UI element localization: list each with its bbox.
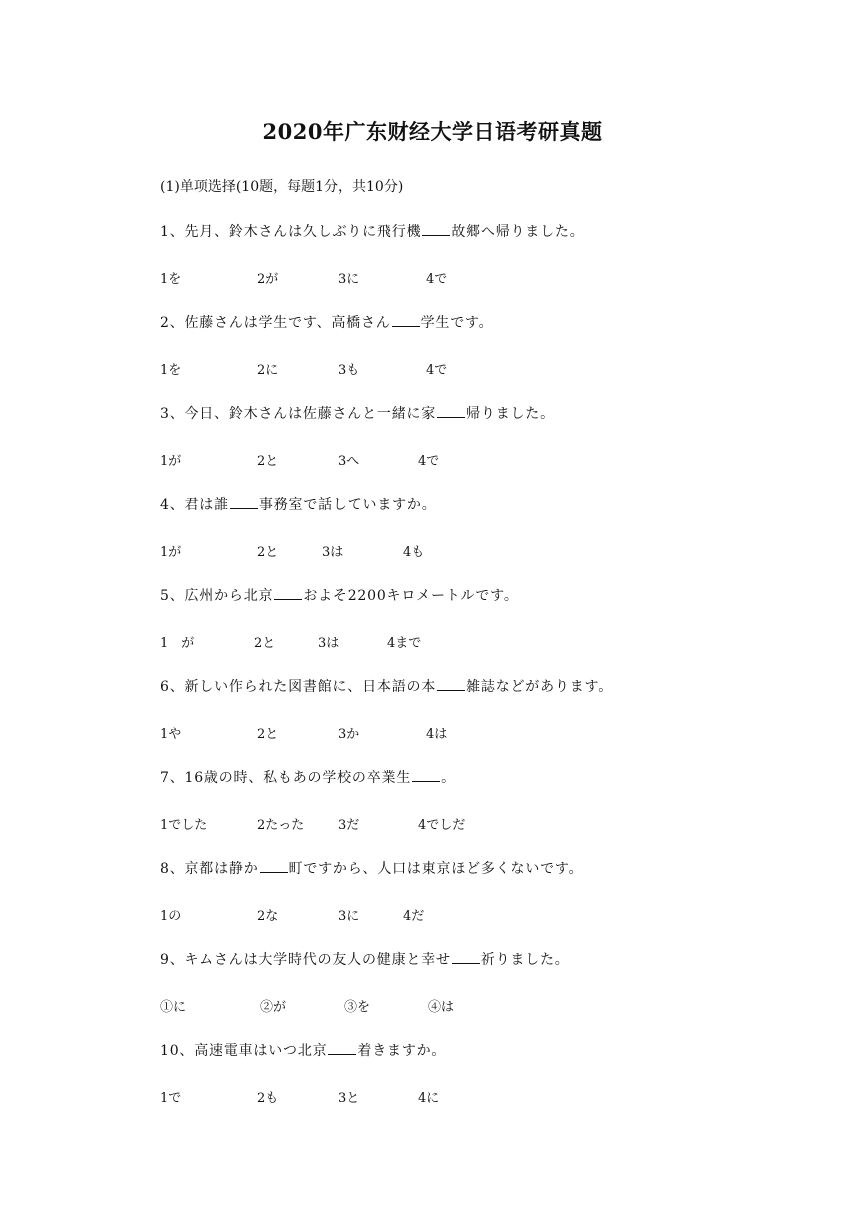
option: 2も (257, 1091, 279, 1106)
option: 1で (160, 1091, 182, 1106)
option: 3か (338, 727, 360, 742)
question-text: 4、君は誰 (160, 497, 229, 513)
question-text: 2、佐藤さんは学生です、高橋さん (160, 315, 391, 331)
option: 4は (426, 727, 448, 742)
option: 4でしだ (418, 818, 466, 833)
option: 1が (160, 545, 182, 560)
option: 1でした (160, 818, 208, 833)
option: ③を (344, 1000, 371, 1015)
question-text: 6、新しい作られた図書館に、日本語の本 (160, 679, 437, 695)
question-text: 7、16歳の時、私もあの学校の卒業生 (160, 770, 412, 786)
option: 3へ (338, 454, 360, 469)
page-title: 2020年广东财经大学日语考研真题 (262, 119, 603, 144)
option: ④は (428, 1000, 455, 1015)
question-text: 祈りました。 (480, 952, 570, 968)
question-text: 3、今日、鈴木さんは佐藤さんと一緒に家 (160, 406, 437, 422)
option: 3も (338, 363, 360, 378)
answer-blank (437, 678, 465, 691)
question-text: 9、キムさんは大学時代の友人の健康と幸せ (160, 952, 451, 968)
question-9 (160, 949, 570, 969)
answer-blank (412, 769, 440, 782)
option: 2が (257, 272, 279, 287)
options-4 (160, 541, 660, 561)
section-heading: (1)单项选择(10题，每题1分，共10分) (160, 179, 404, 195)
option: 4で (426, 363, 448, 378)
question-text: 着きますか。 (357, 1043, 447, 1059)
option: 2と (254, 636, 276, 651)
options-9 (160, 996, 660, 1016)
answer-blank (437, 405, 465, 418)
option: 2と (257, 545, 279, 560)
option: 4に (418, 1091, 440, 1106)
option: 3に (338, 909, 360, 924)
option: 4まで (387, 636, 422, 651)
option: 4で (426, 272, 448, 287)
option: 1が (160, 454, 182, 469)
question-text: およそ2200キロメートルです。 (303, 588, 519, 604)
options-6 (160, 723, 660, 743)
option: 2と (257, 727, 279, 742)
options-1 (160, 268, 660, 288)
option: 1を (160, 363, 182, 378)
option: 2と (257, 454, 279, 469)
option: 2たった (257, 818, 305, 833)
question-text: 8、京都は静か (160, 861, 259, 877)
option: 4だ (403, 909, 425, 924)
question-2 (160, 312, 493, 332)
question-text: 学生です。 (420, 315, 494, 331)
question-text: 事務室で話していますか。 (258, 497, 437, 513)
option: 3と (338, 1091, 360, 1106)
answer-blank (260, 860, 288, 873)
question-text: 帰りました。 (466, 406, 555, 422)
options-2 (160, 359, 660, 379)
option: 3は (322, 545, 344, 560)
option: 4で (418, 454, 440, 469)
question-text: 故郷へ帰りました。 (451, 224, 585, 240)
question-text: 5、広州から北京 (160, 588, 274, 604)
question-10 (160, 1040, 446, 1060)
option: 1 が (160, 636, 195, 651)
question-text: 。 (441, 770, 456, 786)
answer-blank (230, 496, 258, 509)
option: 1の (160, 909, 182, 924)
options-7 (160, 814, 660, 834)
question-text: 町ですから、人口は東京ほど多くないです。 (288, 861, 584, 877)
options-5 (160, 632, 660, 652)
question-4 (160, 494, 437, 514)
question-text: 10、高速電車はいつ北京 (160, 1043, 328, 1059)
option: 3だ (338, 818, 360, 833)
question-3 (160, 403, 555, 423)
answer-blank (422, 223, 450, 236)
answer-blank (392, 314, 420, 327)
options-3 (160, 450, 660, 470)
options-10 (160, 1087, 660, 1107)
answer-blank (452, 951, 480, 964)
option: 4も (403, 545, 425, 560)
question-8 (160, 858, 583, 878)
option: 1や (160, 727, 182, 742)
option: 2に (257, 363, 279, 378)
option: 1を (160, 272, 182, 287)
question-text: 1、先月、鈴木さんは久しぶりに飛行機 (160, 224, 422, 240)
option: ①に (160, 1000, 187, 1015)
option: 3は (318, 636, 340, 651)
question-7 (160, 767, 456, 787)
answer-blank (328, 1042, 356, 1055)
question-6 (160, 676, 613, 696)
question-1 (160, 221, 585, 241)
question-text: 雑誌などがあります。 (466, 679, 613, 695)
option: 2な (257, 909, 279, 924)
option: 3に (338, 272, 360, 287)
options-8 (160, 905, 660, 925)
answer-blank (274, 587, 302, 600)
option: ②が (260, 1000, 287, 1015)
question-5 (160, 585, 519, 605)
